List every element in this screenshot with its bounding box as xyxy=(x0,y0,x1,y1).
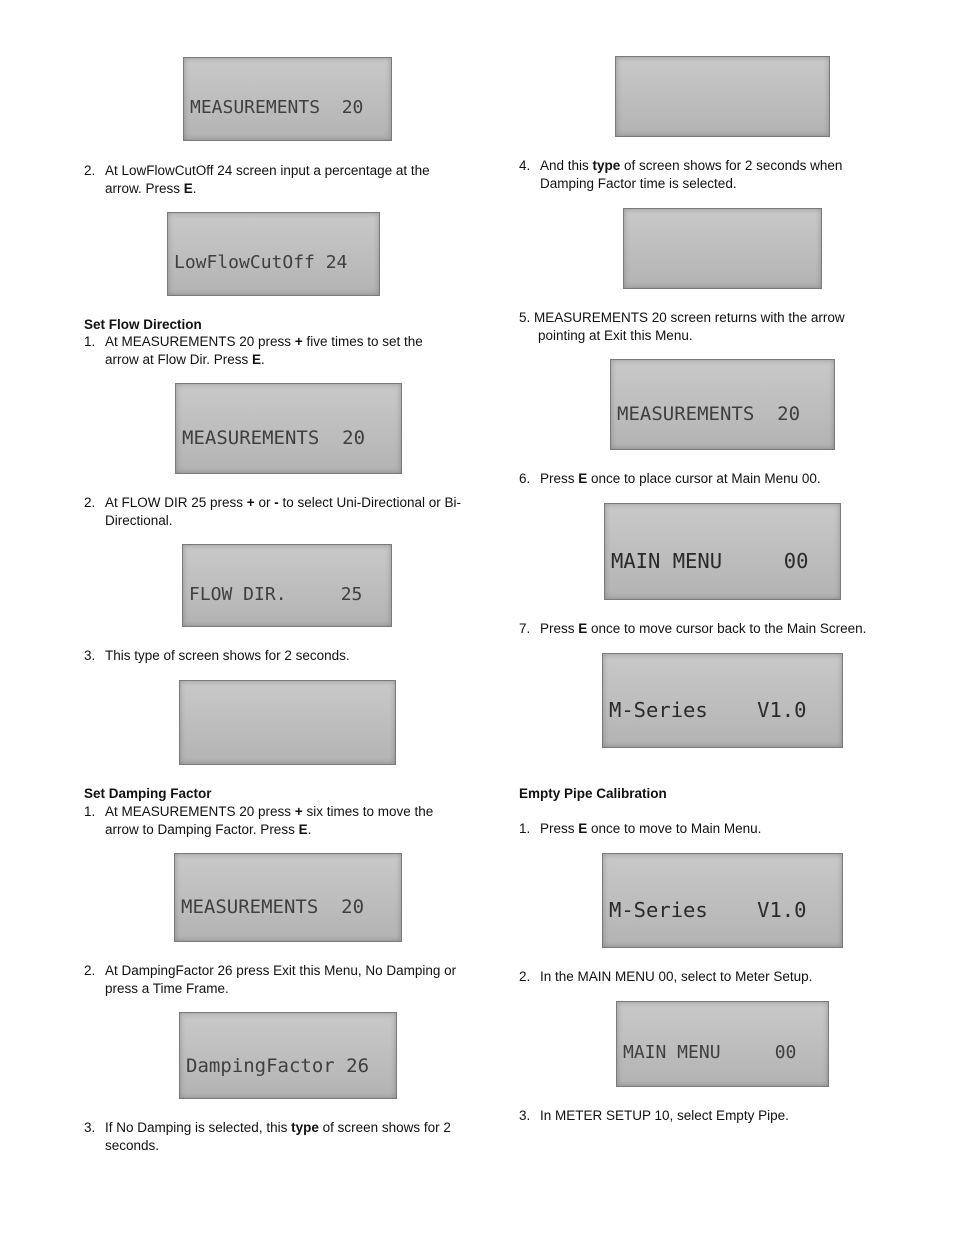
heading-set-damping-factor: Set Damping Factor xyxy=(84,786,212,801)
step-text: At MEASUREMENTS 20 press xyxy=(105,804,295,819)
step-text: Press xyxy=(540,471,579,486)
key-label: - xyxy=(274,495,279,510)
lcd-measurements-damping xyxy=(174,853,402,942)
lcd-no-damping-selected xyxy=(615,56,830,137)
step-move-to-main-menu xyxy=(519,820,879,838)
step-no-damping-note xyxy=(84,1119,464,1154)
lcd-main-menu-exit xyxy=(604,503,841,600)
lcd-lowflowcutoff-24 xyxy=(167,212,380,296)
step-text: . xyxy=(261,351,265,367)
key-label: E xyxy=(183,180,193,196)
step-text: 5. MEASUREMENTS 20 screen returns with the arrow xyxy=(519,310,845,325)
step-number: 6. xyxy=(519,471,531,486)
lcd-main-screen-2 xyxy=(602,853,843,948)
step-text: At FLOW DIR 25 press xyxy=(105,495,247,510)
lcd-line: MAIN MENU 00 xyxy=(611,549,809,573)
key-label: E xyxy=(578,621,588,636)
step-text: . xyxy=(307,821,312,837)
step-text: six times to move the arrow to Damping Factor. Press xyxy=(105,804,434,837)
key-label: E xyxy=(578,821,588,836)
lcd-line: M-Series V1.0 xyxy=(609,898,807,922)
step-select-meter-setup xyxy=(519,968,879,986)
step-number: 1. xyxy=(519,821,531,836)
step-number: 1. xyxy=(84,804,96,819)
key-label: E xyxy=(298,821,308,837)
lcd-line: DampingFactor 26 xyxy=(186,1055,370,1077)
lcd-line: MEASUREMENTS 20 xyxy=(190,97,364,118)
step-number: 3. xyxy=(519,1108,531,1123)
step-measurements-returns xyxy=(519,309,879,344)
step-damping-time-note xyxy=(519,157,874,192)
lcd-line: MEASUREMENTS 20 xyxy=(617,403,801,425)
lcd-5-seconds-selected xyxy=(623,208,822,289)
step-text: At DampingFactor 26 press Exit this Menu, No Damping or press a Time Frame. xyxy=(105,963,457,996)
step-number: 2. xyxy=(84,163,96,178)
step-text: If No Damping is selected, this xyxy=(105,1120,292,1135)
step-lowflowcutoff-input xyxy=(84,162,459,197)
step-text: Press xyxy=(540,821,579,836)
lcd-main-menu-meter-setup xyxy=(616,1001,829,1087)
lcd-measurements-flow-dir xyxy=(175,383,402,474)
lcd-measurements-lowflowcutoff xyxy=(183,57,392,141)
step-text: once to place cursor at Main Menu 00. xyxy=(587,471,821,486)
lcd-line: MAIN MENU 00 xyxy=(623,1042,797,1063)
step-text: once to move cursor back to the Main Screen. xyxy=(587,621,867,636)
lcd-line: MEASUREMENTS 20 xyxy=(182,427,366,449)
key-label: type xyxy=(592,158,621,173)
step-number: 1. xyxy=(84,334,96,349)
key-label: type xyxy=(291,1120,319,1135)
step-text: . xyxy=(192,180,197,196)
step-text: This type of screen shows for 2 seconds. xyxy=(105,648,350,663)
step-back-to-main-screen xyxy=(519,620,884,638)
lcd-flow-dir-25 xyxy=(182,544,392,627)
step-text: once to move to Main Menu. xyxy=(587,821,762,836)
step-text: At LowFlowCutOff 24 screen input a percentage at the arrow. Press xyxy=(105,163,430,196)
step-select-empty-pipe xyxy=(519,1107,879,1125)
lcd-uni-directional-selected xyxy=(179,680,396,765)
lcd-line: M-Series V1.0 xyxy=(609,698,807,722)
step-text: to select Uni-Directional or Bi-Directional. xyxy=(105,495,462,528)
step-text: of screen shows for 2 seconds. xyxy=(105,1120,451,1153)
heading-empty-pipe-calibration: Empty Pipe Calibration xyxy=(519,786,667,801)
step-text: of screen shows for 2 seconds when Damping Factor time is selected. xyxy=(540,158,843,191)
key-label: + xyxy=(294,804,303,819)
key-label: + xyxy=(246,495,255,510)
step-text: pointing at Exit this Menu. xyxy=(538,327,693,343)
key-label: + xyxy=(294,334,303,349)
step-text: At MEASUREMENTS 20 press xyxy=(105,334,295,349)
step-number: 7. xyxy=(519,621,531,636)
step-number: 3. xyxy=(84,648,96,663)
lcd-line: MEASUREMENTS 20 xyxy=(181,896,365,918)
step-number: 3. xyxy=(84,1120,96,1135)
step-number: 4. xyxy=(519,158,531,173)
step-text: In METER SETUP 10, select Empty Pipe. xyxy=(540,1108,789,1123)
step-text: or xyxy=(254,495,275,510)
lcd-dampingfactor-26 xyxy=(179,1012,397,1099)
lcd-line: LowFlowCutOff 24 xyxy=(174,252,348,273)
step-damping-factor-26 xyxy=(84,962,464,997)
step-text: And this xyxy=(540,158,593,173)
step-text: five times to set the arrow at Flow Dir. Press xyxy=(105,334,423,367)
step-uni-selected-note xyxy=(84,647,459,665)
step-number: 2. xyxy=(84,495,96,510)
lcd-line: FLOW DIR. 25 xyxy=(189,584,363,605)
step-flow-dir-arrow xyxy=(84,333,459,368)
key-label: E xyxy=(578,471,588,486)
lcd-main-screen xyxy=(602,653,843,748)
key-label: E xyxy=(252,351,262,367)
step-text: Press xyxy=(540,621,579,636)
lcd-measurements-exit xyxy=(610,359,835,450)
step-number: 2. xyxy=(84,963,96,978)
step-number: 2. xyxy=(519,969,531,984)
step-damping-arrow xyxy=(84,803,459,838)
heading-set-flow-direction: Set Flow Direction xyxy=(84,317,202,332)
step-flow-dir-select xyxy=(84,494,464,529)
step-place-cursor-main-menu xyxy=(519,470,879,488)
step-text: In the MAIN MENU 00, select to Meter Setup. xyxy=(540,969,813,984)
